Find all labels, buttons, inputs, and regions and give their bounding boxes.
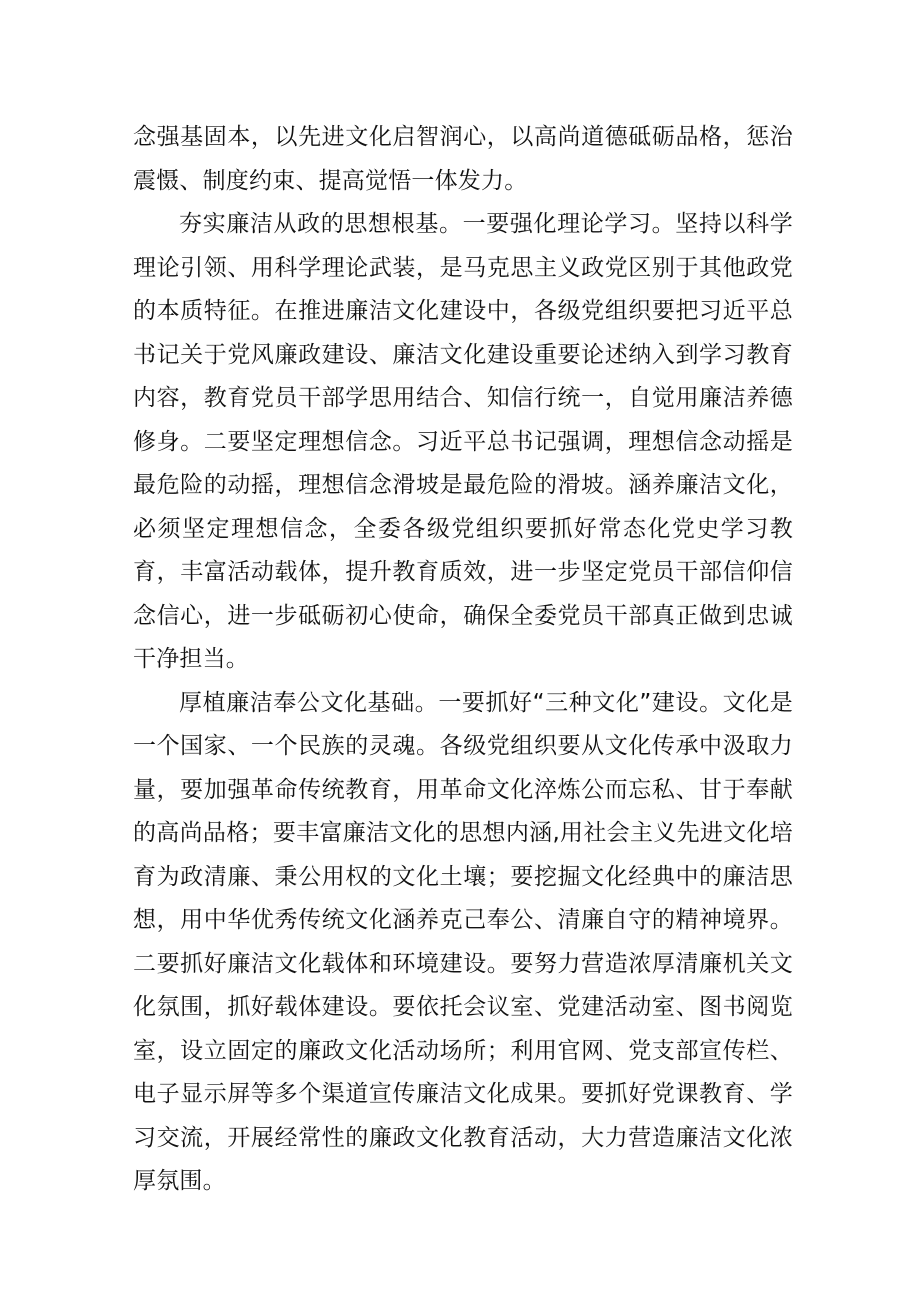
document-body bbox=[133, 116, 793, 1204]
paragraph-1: 念强基固本，以先进文化启智润心，以高尚道德砥砺品格，惩治震慑、制度约束、提高觉悟一体发力。 bbox=[133, 124, 793, 194]
paragraph-3: 厚植廉洁奉公文化基础。一要抓好“三种文化”建设。文化是一个国家、一个民族的灵魂。各级党组织要从文化传承中汲取力量，要加强革命传统教育，用革命文化淬炼公而忘私、甘于奉献的高尚品格；要丰富廉洁文化的思想内涵,用社会主义先进文化培育为政清廉、秉公用权的文化土壤；要挖掘文化经典中的廉洁思想，用中华优秀传统文化涵养克己奉公、清廉自守的精神境界。二要抓好廉洁文化载体和环境建设。要努力营造浓厚清廉机关文化氛围，抓好载体建设。要依托会议室、党建活动室、图书阅览室，设立固定的廉政文化活动场所；利用官网、党支部宣传栏、电子显示屏等多个渠道宣传廉洁文化成果。要抓好党课教育、学习交流，开展经常性的廉政文化教育活动，大力营造廉洁文化浓厚氛围。 bbox=[133, 689, 793, 1194]
paragraph-2: 夯实廉洁从政的思想根基。一要强化理论学习。坚持以科学理论引领、用科学理论武装，是马克思主义政党区别于其他政党的本质特征。在推进廉洁文化建设中，各级党组织要把习近平总书记关于党风廉政建设、廉洁文化建设重要论述纳入到学习教育内容，教育党员干部学思用结合、知信行统一，自觉用廉洁养德修身。二要坚定理想信念。习近平总书记强调，理想信念动摇是最危险的动摇，理想信念滑坡是最危险的滑坡。涵养廉洁文化，必须坚定理想信念，全委各级党组织要抓好常态化党史学习教育，丰富活动载体，提升教育质效，进一步坚定党员干部信仰信念信心，进一步砥砺初心使命，确保全委党员干部真正做到忠诚干净担当。 bbox=[133, 211, 793, 672]
